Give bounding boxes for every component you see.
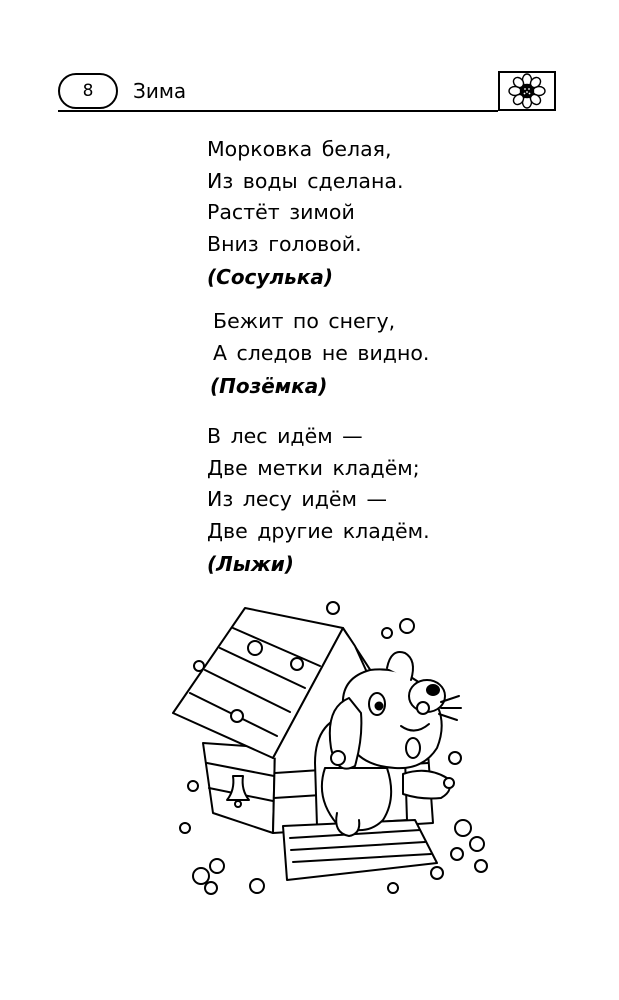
riddle-line: В лес идём — bbox=[207, 424, 363, 448]
flower-icon bbox=[506, 73, 548, 109]
riddle-icicle bbox=[207, 134, 403, 294]
riddle-line: Две другие кладём. bbox=[207, 518, 430, 543]
riddle-line: Две метки кладём; bbox=[207, 455, 420, 480]
riddle-line: Морковка белая, bbox=[207, 137, 392, 161]
riddle-line: Вниз головой. bbox=[207, 231, 362, 256]
riddle-drifting-snow bbox=[210, 306, 430, 403]
riddle-answer: (Лыжи) bbox=[207, 552, 294, 576]
riddle-answer: (Позёмка) bbox=[210, 374, 328, 398]
riddle-line: Из лесу идём — bbox=[207, 487, 387, 511]
riddle-line: Из воды сделана. bbox=[207, 168, 404, 193]
dog-in-doghouse-illustration bbox=[165, 598, 495, 903]
flower-emblem bbox=[498, 71, 556, 111]
page-header bbox=[58, 73, 556, 111]
page-number: 8 bbox=[58, 73, 118, 109]
section-title: Зима bbox=[133, 79, 187, 103]
doghouse-drawing bbox=[165, 598, 495, 903]
riddle-skis bbox=[207, 421, 430, 581]
riddle-answer: (Сосулька) bbox=[207, 265, 333, 289]
header-rule bbox=[58, 110, 498, 112]
riddle-line: А следов не видно. bbox=[213, 340, 430, 365]
riddle-line: Растёт зимой bbox=[207, 200, 355, 224]
riddle-line: Бежит по снегу, bbox=[213, 309, 396, 333]
